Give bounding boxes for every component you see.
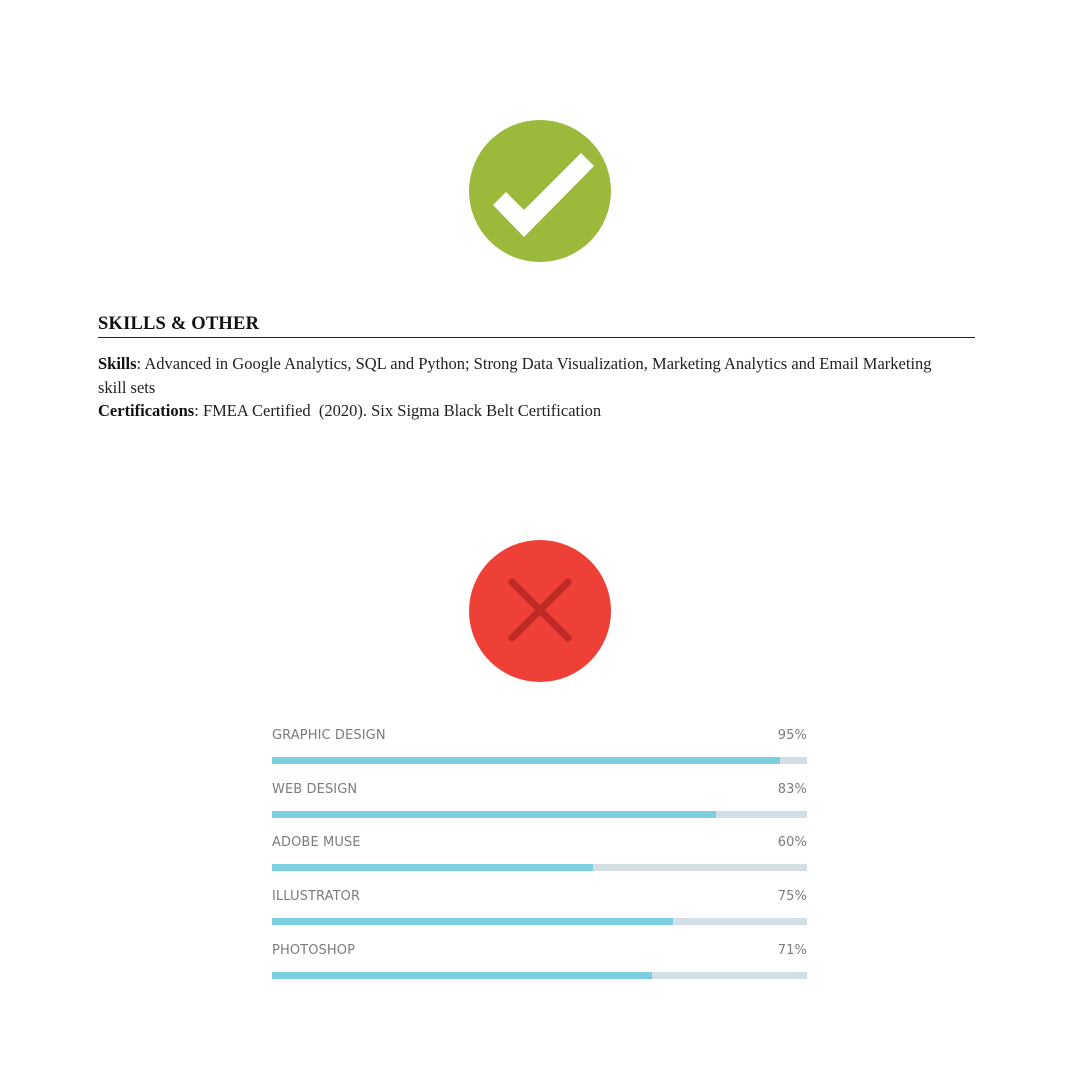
- checkmark-svg: [469, 120, 611, 262]
- check-circle: [469, 120, 611, 262]
- skill-name: WEB DESIGN: [272, 781, 358, 797]
- certifications-text: : FMEA Certified (2020). Six Sigma Black Belt Certification: [194, 401, 602, 420]
- skill-bar-track: [272, 864, 807, 871]
- certifications-line: [98, 399, 958, 423]
- section-divider: [98, 337, 975, 338]
- skill-percent: 95%: [777, 728, 807, 743]
- skill-bar-track: [272, 918, 807, 925]
- skill-name: PHOTOSHOP: [272, 942, 356, 958]
- skill-bar-fill: [272, 757, 780, 764]
- skill-bar-track: [272, 811, 807, 818]
- skill-bar-fill: [272, 864, 593, 871]
- section-title: SKILLS & OTHER: [98, 314, 260, 334]
- skill-name: ILLUSTRATOR: [272, 889, 361, 905]
- checkmark-icon: [469, 120, 611, 262]
- section-body: [98, 352, 958, 423]
- cross-svg: [469, 540, 611, 682]
- skill-name: ADOBE MUSE: [272, 835, 361, 851]
- skill-percent: 83%: [777, 781, 807, 797]
- skills-text: : Advanced in Google Analytics, SQL and Python; Strong Data Visualization, Marketing Analytics and Email Marketing skill sets: [98, 354, 932, 397]
- skill-percent: 75%: [777, 889, 807, 905]
- skill-percent: 71%: [777, 942, 807, 958]
- skill-name: GRAPHIC DESIGN: [272, 728, 386, 743]
- skills-line: [98, 352, 958, 399]
- skill-bar-fill: [272, 972, 652, 979]
- skill-bars-list: [272, 726, 807, 994]
- skill-bar-track: [272, 757, 807, 764]
- skill-row: [272, 780, 807, 834]
- skill-percent: 60%: [777, 835, 807, 851]
- skill-row: [272, 887, 807, 941]
- skill-row: [272, 726, 807, 780]
- good-skills-section: [98, 312, 975, 423]
- skill-row: [272, 833, 807, 887]
- skill-bar-fill: [272, 918, 673, 925]
- cross-icon: [469, 540, 611, 682]
- certifications-label: Certifications: [98, 401, 195, 420]
- skills-label: Skills: [98, 354, 137, 373]
- skill-bar-fill: [272, 811, 716, 818]
- skill-row: [272, 941, 807, 995]
- skill-bar-track: [272, 972, 807, 979]
